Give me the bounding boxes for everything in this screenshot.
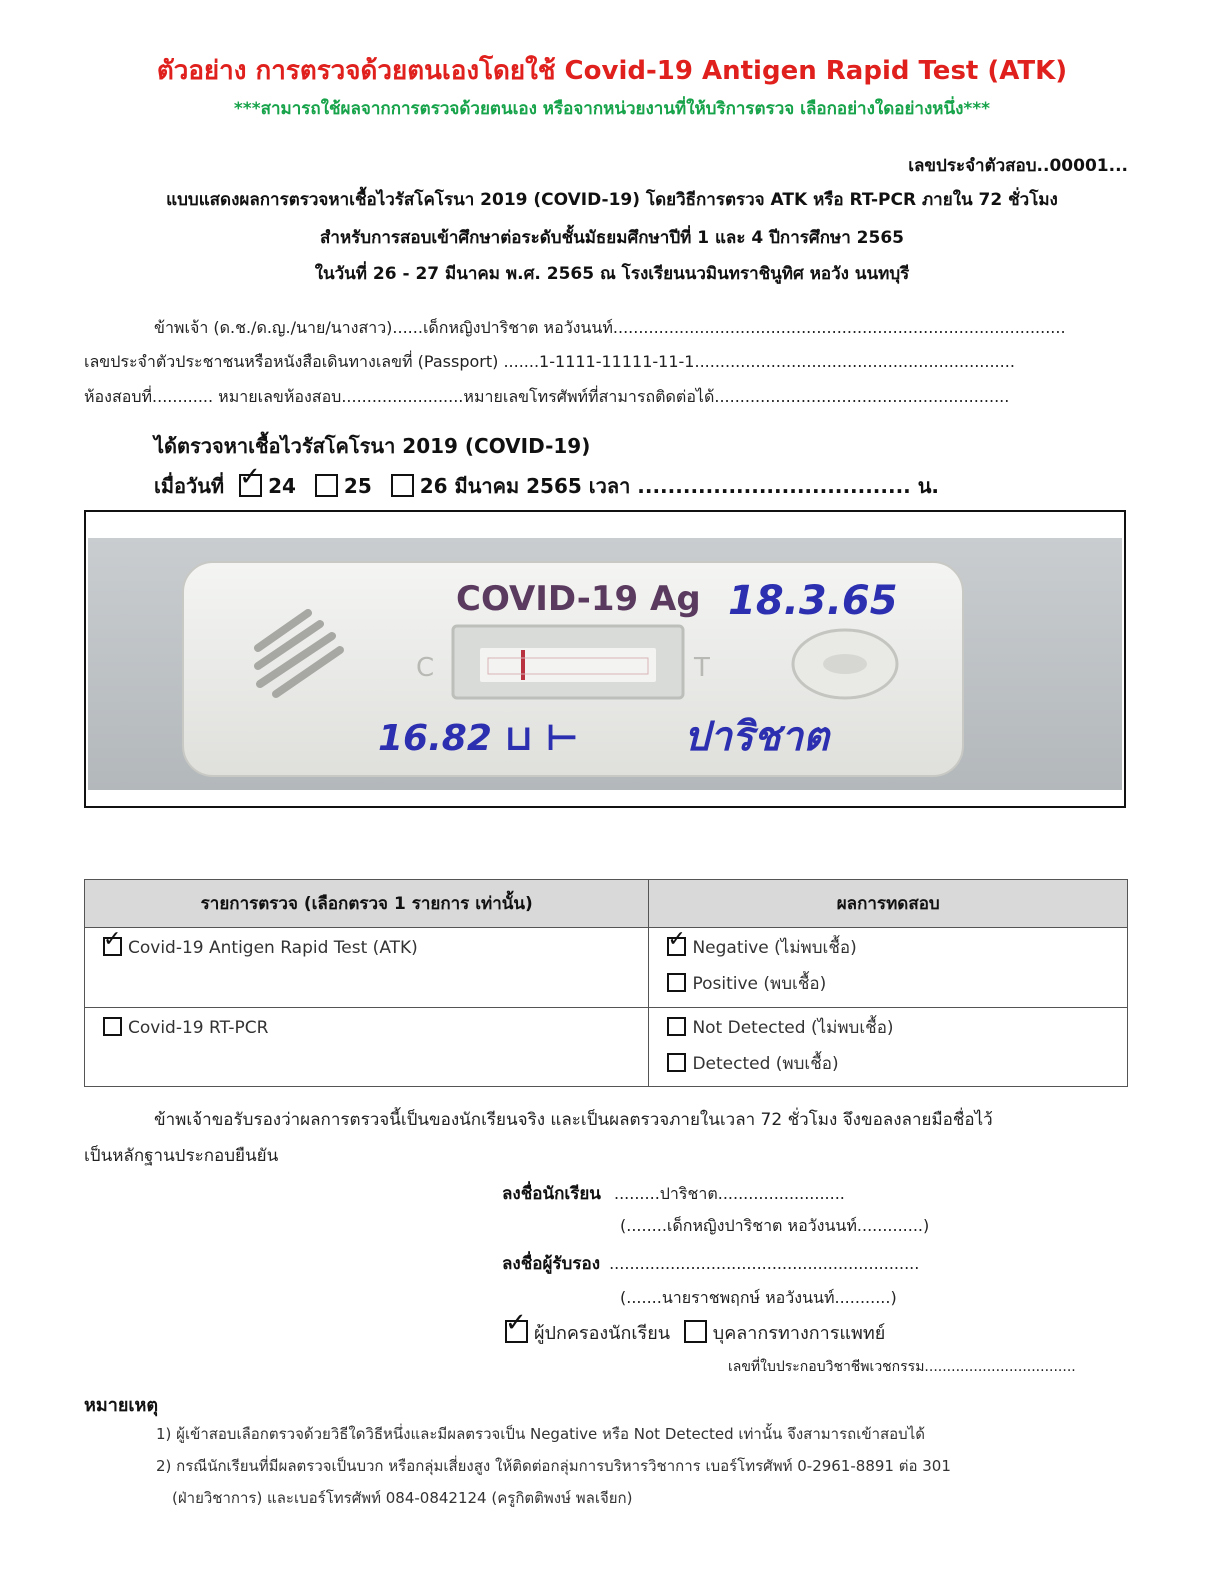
- form-heading-line1: แบบแสดงผลการตรวจหาเชื้อไวรัสโคโรนา 2019 (COVID-19) โดยวิธีการตรวจ ATK หรือ RT-PCR ภายใน 72 ชั่วโมง: [166, 190, 1058, 210]
- checkbox[interactable]: [391, 474, 414, 497]
- certifier-name: (.......นายราชพฤกษ์ หอวังนนท์...........): [620, 1288, 897, 1307]
- handwritten-date: 18.3.65: [728, 578, 898, 624]
- test-option-atk[interactable]: ✓ Covid-19 Antigen Rapid Test (ATK): [103, 927, 418, 958]
- student-sign-label: ลงชื่อนักเรียน: [502, 1184, 601, 1204]
- form-heading-line3: ในวันที่ 26 - 27 มีนาคม พ.ศ. 2565 ณ โรงเรียนนวมินทราชินูทิศ หอวัง นนทบุรี: [314, 264, 910, 284]
- tested-label: ได้ตรวจหาเชื้อไวรัสโคโรนา 2019 (COVID-19): [154, 434, 591, 458]
- test-option-rtpcr[interactable]: Covid-19 RT-PCR: [103, 1014, 648, 1050]
- result-option-not-detected[interactable]: Not Detected (ไม่พบเชื้อ): [667, 1014, 1127, 1050]
- note-2: 2) กรณีนักเรียนที่มีผลตรวจเป็นบวก หรือกลุ่มเสี่ยงสูง ให้ติดต่อกลุ่มการบริหารวิชาการ เบอร์โทรศัพท์ 0-2961-8891 ต่อ 301: [156, 1457, 951, 1475]
- result-option-positive[interactable]: Positive (พบเชื้อ): [667, 970, 1127, 1006]
- exam-id: เลขประจำตัวสอบ..00001...: [908, 156, 1128, 176]
- date-option-24[interactable]: ✓ 24: [239, 462, 296, 498]
- note-1: 1) ผู้เข้าสอบเลือกตรวจด้วยวิธีใดวิธีหนึ่งและมีผลตรวจเป็น Negative หรือ Not Detected เท่านั้น จึงสามารถเข้าสอบได้: [156, 1425, 925, 1443]
- document-subtitle: ***สามารถใช้ผลจากการตรวจด้วยตนเอง หรือจากหน่วยงานที่ให้บริการตรวจ เลือกอย่างใดอย่างหนึ่ง***: [233, 99, 991, 119]
- checkbox[interactable]: [684, 1320, 707, 1343]
- handwritten-name: ปาริชาต: [684, 714, 829, 760]
- certifier-role-row: [505, 1308, 886, 1347]
- atk-photo-frame: [84, 510, 1126, 808]
- role-guardian[interactable]: ✓ ผู้ปกครองนักเรียน: [505, 1308, 671, 1344]
- test-date-row: [154, 462, 940, 502]
- test-cell-rtpcr: [85, 1008, 649, 1087]
- certifier-signature-row: [502, 1250, 919, 1277]
- atk-test-photo: [88, 538, 1122, 790]
- handwritten-time: 16.82 ⊔ ⊢: [378, 718, 579, 759]
- c-mark: C: [416, 653, 435, 683]
- result-option-detected[interactable]: Detected (พบเชื้อ): [667, 1050, 1127, 1086]
- id-field: เลขประจำตัวประชาชนหรือหนังสือเดินทางเลขที่ (Passport) .......1-1111-11111-11-1...............................................................: [84, 352, 1015, 371]
- certification-text: ข้าพเจ้าขอรับรองว่าผลการตรวจนี้เป็นของนักเรียนจริง และเป็นผลตรวจภายในเวลา 72 ชั่วโมง จึงขอลงลายมือชื่อไว้: [154, 1110, 993, 1130]
- form-heading-line2: สำหรับการสอบเข้าศึกษาต่อระดับชั้นมัธยมศึกษาปีที่ 1 และ 4 ปีการศึกษา 2565: [320, 228, 904, 248]
- test-cell-atk: [85, 928, 649, 1008]
- table-header-test: รายการตรวจ (เลือกตรวจ 1 รายการ เท่านั้น): [85, 880, 649, 928]
- check-mark-icon: ✓: [505, 1308, 527, 1338]
- checkbox-checked[interactable]: [667, 927, 686, 956]
- license-number-line: เลขที่ใบประกอบวิชาชีพเวชกรรม..................................: [728, 1359, 1076, 1375]
- notes-title: หมายเหตุ: [84, 1395, 159, 1416]
- table-header-result: ผลการทดสอบ: [649, 880, 1128, 928]
- student-name: (........เด็กหญิงปาริชาต หอวังนนท์.............): [620, 1216, 930, 1235]
- checkbox[interactable]: [667, 1017, 686, 1036]
- name-field: ข้าพเจ้า (ด.ช./ด.ญ./นาย/นางสาว)......เด็กหญิงปาริชาต หอวังนนท์.........................................................................................: [154, 318, 1066, 337]
- table-row: [85, 928, 1128, 1008]
- date-prefix: เมื่อวันที่: [154, 474, 225, 498]
- table-row: [85, 1008, 1128, 1087]
- checkbox-checked[interactable]: [239, 462, 262, 497]
- student-signature-row: [502, 1180, 845, 1207]
- result-cell-rtpcr: [649, 1008, 1128, 1087]
- checkbox-checked[interactable]: [103, 927, 122, 956]
- check-mark-icon: ✓: [667, 927, 686, 952]
- note-3: (ฝ่ายวิชาการ) และเบอร์โทรศัพท์ 084-0842124 (ครูกิตติพงษ์ พลเจียก): [172, 1489, 633, 1507]
- room-phone-field: ห้องสอบที่............ หมายเลขห้องสอบ........................หมายเลขโทรศัพท์ที่สามารถติดต่อได้..........................................................: [84, 387, 1010, 406]
- result-cell-atk: [649, 928, 1128, 1008]
- date-option-25[interactable]: 25: [315, 474, 372, 498]
- check-mark-icon: ✓: [103, 927, 122, 952]
- student-signature: .........ปาริชาต.........................: [614, 1184, 845, 1203]
- cassette-label: COVID-19 Ag: [456, 579, 701, 619]
- check-mark-icon: ✓: [239, 462, 261, 492]
- results-table: [84, 879, 1128, 1087]
- result-option-negative[interactable]: ✓ Negative (ไม่พบเชื้อ): [667, 927, 857, 958]
- document-title: ตัวอย่าง การตรวจด้วยตนเองโดยใช้ Covid-19 Antigen Rapid Test (ATK): [156, 56, 1068, 86]
- t-mark: T: [694, 653, 710, 683]
- checkbox-checked[interactable]: [505, 1308, 528, 1343]
- checkbox[interactable]: [667, 973, 686, 992]
- certification-text-cont: เป็นหลักฐานประกอบยืนยัน: [84, 1146, 279, 1166]
- checkbox[interactable]: [315, 474, 338, 497]
- certifier-signature: .............................................................: [609, 1254, 920, 1273]
- date-option-26[interactable]: 26 มีนาคม 2565 เวลา .................................... น.: [391, 474, 939, 498]
- certifier-sign-label: ลงชื่อผู้รับรอง: [502, 1254, 600, 1274]
- checkbox[interactable]: [667, 1053, 686, 1072]
- checkbox[interactable]: [103, 1017, 122, 1036]
- role-medical[interactable]: บุคลากรทางการแพทย์: [684, 1323, 886, 1344]
